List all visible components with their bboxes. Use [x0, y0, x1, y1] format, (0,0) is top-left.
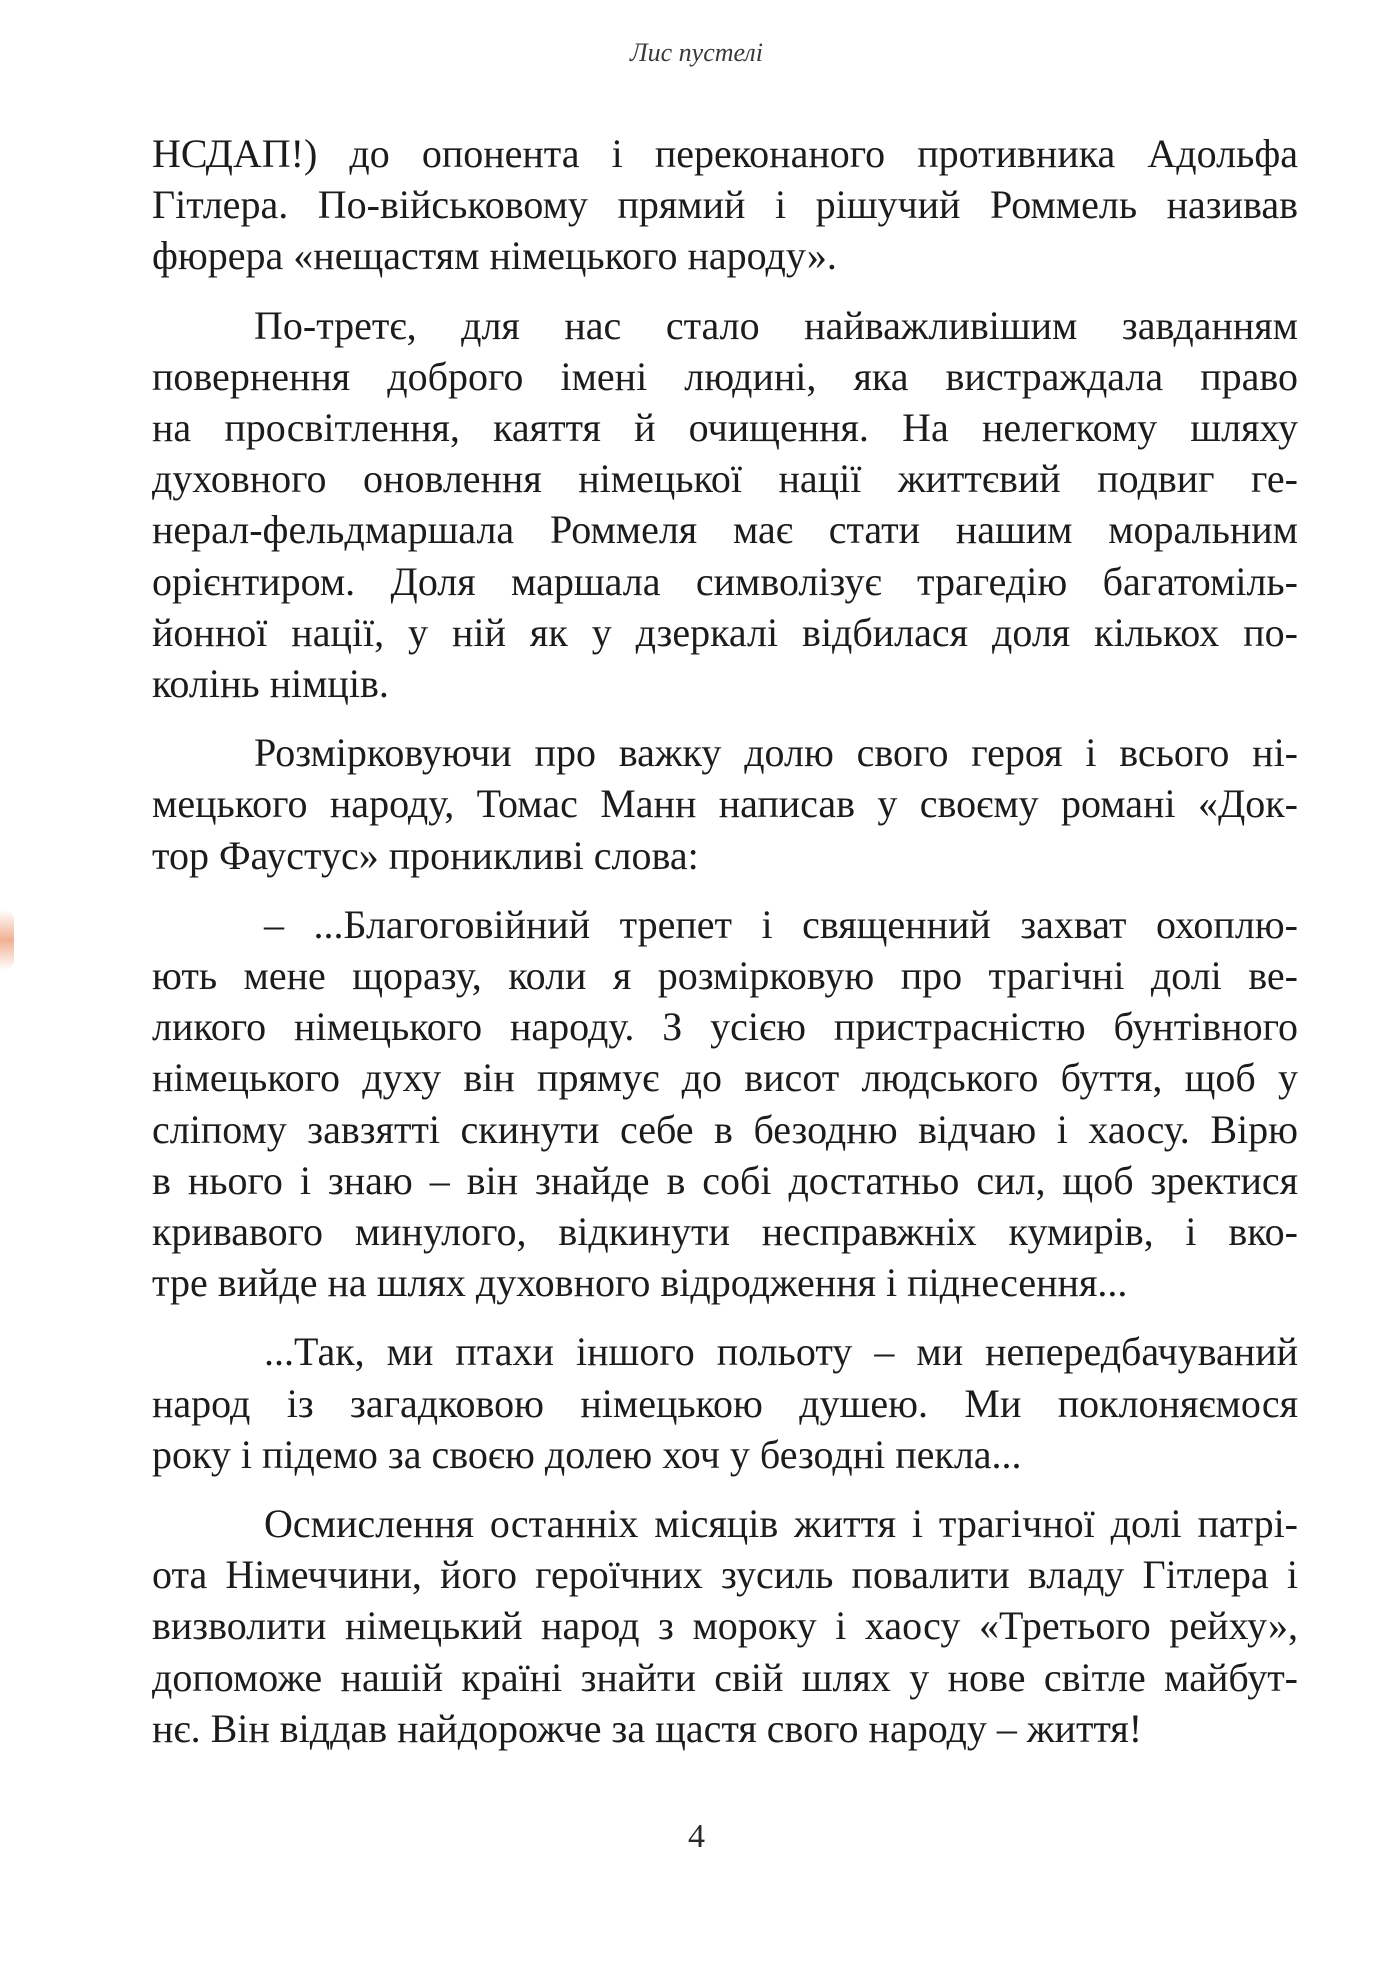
- text-line: визволити німецький народ з мороку і хаосу «Третього рейху»,: [152, 1603, 1298, 1649]
- text-line: в нього і знаю – він знайде в собі достатньо сил, щоб зректися: [152, 1157, 1298, 1203]
- text-line: Розмірковуючи про важку долю свого героя і всього ні-: [254, 730, 1298, 776]
- body-text: [152, 128, 1298, 1754]
- text-line: кривавого минулого, відкинути несправжніх кумирів, і вко-: [152, 1209, 1298, 1255]
- text-line: По-третє, для нас стало найважливішим завданням: [254, 302, 1298, 348]
- text-line: нерал-фельдмаршала Роммеля має стати нашим моральним: [152, 507, 1298, 553]
- text-line: колінь німців.: [152, 661, 389, 707]
- text-line: нє. Він віддав найдорожче за щастя свого народу – життя!: [152, 1705, 1143, 1751]
- text-line: на просвітлення, каяття й очищення. На нелегкому шляху: [152, 405, 1298, 451]
- text-line: Осмислення останніх місяців життя і трагічної долі патрі-: [264, 1501, 1298, 1547]
- margin-stain: [0, 910, 14, 970]
- text-line: тор Фаустус» проникливі слова:: [152, 832, 699, 878]
- page-number: 4: [688, 1818, 705, 1855]
- text-line: Гітлера. По-військовому прямий і рішучий Роммель називав: [152, 182, 1298, 228]
- text-line: орієнтиром. Доля маршала символізує трагедію багатоміль-: [152, 558, 1298, 604]
- text-line: німецького духу він прямує до висот людського буття, щоб у: [152, 1055, 1298, 1101]
- text-line: тре вийде на шлях духовного відродження і піднесення...: [152, 1260, 1128, 1306]
- text-line: року і підемо за своєю долею хоч у безодні пекла...: [152, 1431, 1022, 1477]
- text-line: йонної нації, у ній як у дзеркалі відбилася доля кількох по-: [152, 609, 1298, 655]
- text-line: НСДАП!) до опонента і переконаного противника Адольфа: [152, 131, 1298, 176]
- text-line: фюрера «нещастям німецького народу».: [152, 233, 837, 279]
- quote-paragraph: [152, 899, 1298, 1309]
- paragraph: [152, 128, 1298, 282]
- text-line: повернення доброго імені людині, яка вистраждала право: [152, 353, 1298, 399]
- text-line: народ із загадковою німецькою душею. Ми поклоняємося: [152, 1380, 1298, 1426]
- paragraph: [152, 1498, 1298, 1754]
- text-line: сліпому завзятті скинути себе в безодню відчаю і хаосу. Вірю: [152, 1106, 1298, 1152]
- text-line: духовного оновлення німецької нації життєвий подвиг ге-: [152, 456, 1298, 502]
- paragraph: [152, 727, 1298, 881]
- paragraph: [152, 300, 1298, 710]
- text-line: ...Так, ми птахи іншого польоту – ми непередбачуваний: [264, 1329, 1298, 1375]
- text-line: ота Німеччини, його героїчних зусиль повалити владу Гітлера і: [152, 1552, 1298, 1598]
- running-title: Лис пустелі: [630, 38, 763, 67]
- text-line: ють мене щоразу, коли я розмірковую про трагічні долі ве-: [152, 953, 1298, 999]
- text-line: – ...Благоговійний трепет і священний захват охоплю-: [264, 901, 1298, 947]
- text-line: допоможе нашій країні знайти свій шлях у нове світле майбут-: [152, 1654, 1298, 1700]
- quote-paragraph: [152, 1326, 1298, 1480]
- text-line: ликого німецького народу. З усією пристрасністю бунтівного: [152, 1004, 1298, 1050]
- text-line: мецького народу, Томас Манн написав у своєму романі «Док-: [152, 781, 1298, 827]
